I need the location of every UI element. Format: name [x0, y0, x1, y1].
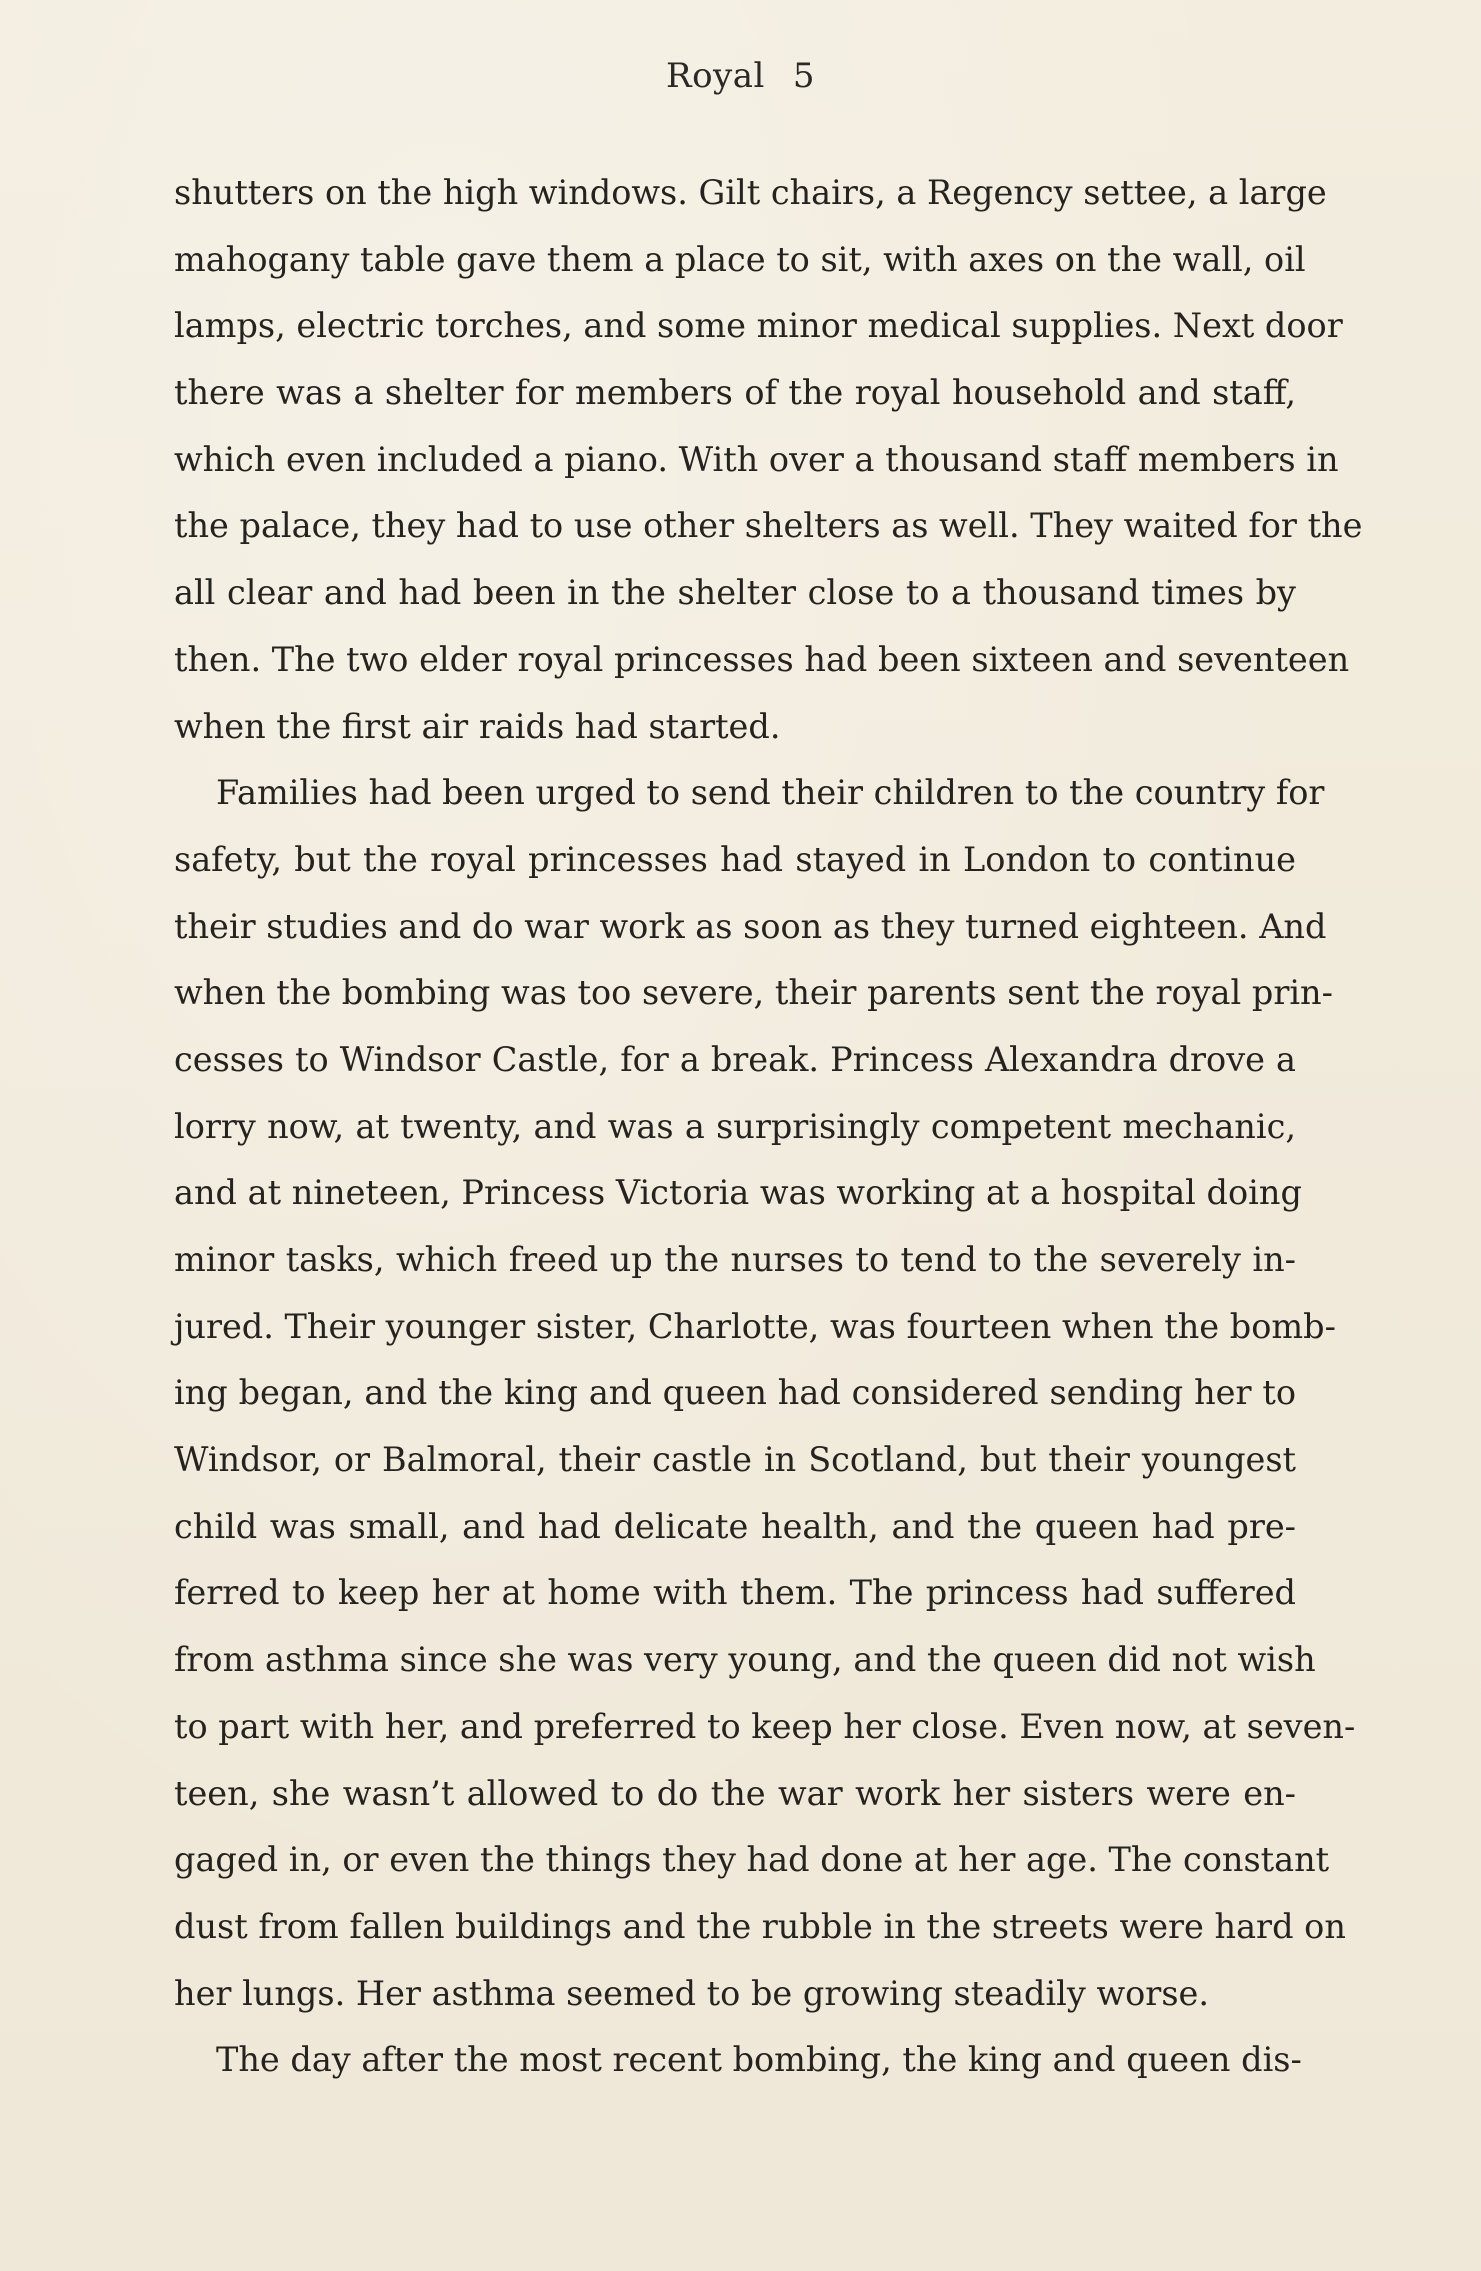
text-line: there was a shelter for members of the royal household and staff, — [174, 373, 1296, 413]
body-text — [174, 160, 1363, 2094]
text-line: the palace, they had to use other shelters as well. They waited for the — [174, 506, 1363, 546]
text-line: minor tasks, which freed up the nurses to tend to the severely in- — [174, 1240, 1296, 1279]
text-line: which even included a piano. With over a thousand staff members in — [174, 439, 1339, 479]
text-line: ing began, and the king and queen had considered sending her to — [174, 1373, 1296, 1413]
text-line: when the bombing was too severe, their parents sent the royal prin- — [174, 973, 1333, 1013]
text-line: teen, she wasn’t allowed to do the war work her sisters were en- — [174, 1773, 1296, 1813]
text-line: all clear and had been in the shelter close to a thousand times by — [174, 573, 1296, 613]
text-line: Windsor, or Balmoral, their castle in Scotland, but their youngest — [174, 1440, 1296, 1480]
text-line: and at nineteen, Princess Victoria was working at a hospital doing — [174, 1173, 1302, 1213]
text-line: child was small, and had delicate health, and the queen had pre- — [174, 1506, 1296, 1546]
text-line: safety, but the royal princesses had stayed in London to continue — [174, 839, 1296, 879]
text-line: cesses to Windsor Castle, for a break. Princess Alexandra drove a — [174, 1039, 1296, 1079]
text-line: gaged in, or even the things they had done at her age. The constant — [174, 1840, 1330, 1880]
text-line: jured. Their younger sister, Charlotte, was fourteen when the bomb- — [174, 1306, 1336, 1346]
text-line: lamps, electric torches, and some minor medical supplies. Next door — [174, 306, 1343, 346]
text-line: when the first air raids had started. — [174, 706, 781, 746]
page-number: 5 — [792, 56, 816, 96]
text-line: The day after the most recent bombing, the king and queen dis- — [216, 2040, 1302, 2080]
text-line: shutters on the high windows. Gilt chairs, a Regency settee, a large — [174, 173, 1327, 212]
text-line: mahogany table gave them a place to sit, with axes on the wall, oil — [174, 239, 1306, 279]
text-line: dust from fallen buildings and the rubble in the streets were hard on — [174, 1906, 1346, 1946]
text-line: then. The two elder royal princesses had been sixteen and seventeen — [174, 639, 1350, 679]
running-head — [0, 56, 1481, 96]
text-line: to part with her, and preferred to keep her close. Even now, at seven- — [174, 1706, 1356, 1746]
text-line: Families had been urged to send their children to the country for — [216, 773, 1325, 813]
text-line: her lungs. Her asthma seemed to be growing steadily worse. — [174, 1973, 1209, 2013]
text-line: from asthma since she was very young, and the queen did not wish — [174, 1640, 1316, 1680]
text-line: lorry now, at twenty, and was a surprisingly competent mechanic, — [174, 1106, 1296, 1146]
text-line: their studies and do war work as soon as they turned eighteen. And — [174, 906, 1327, 946]
text-line: ferred to keep her at home with them. The princess had suffered — [174, 1573, 1296, 1613]
running-head-title: Royal — [665, 56, 765, 96]
